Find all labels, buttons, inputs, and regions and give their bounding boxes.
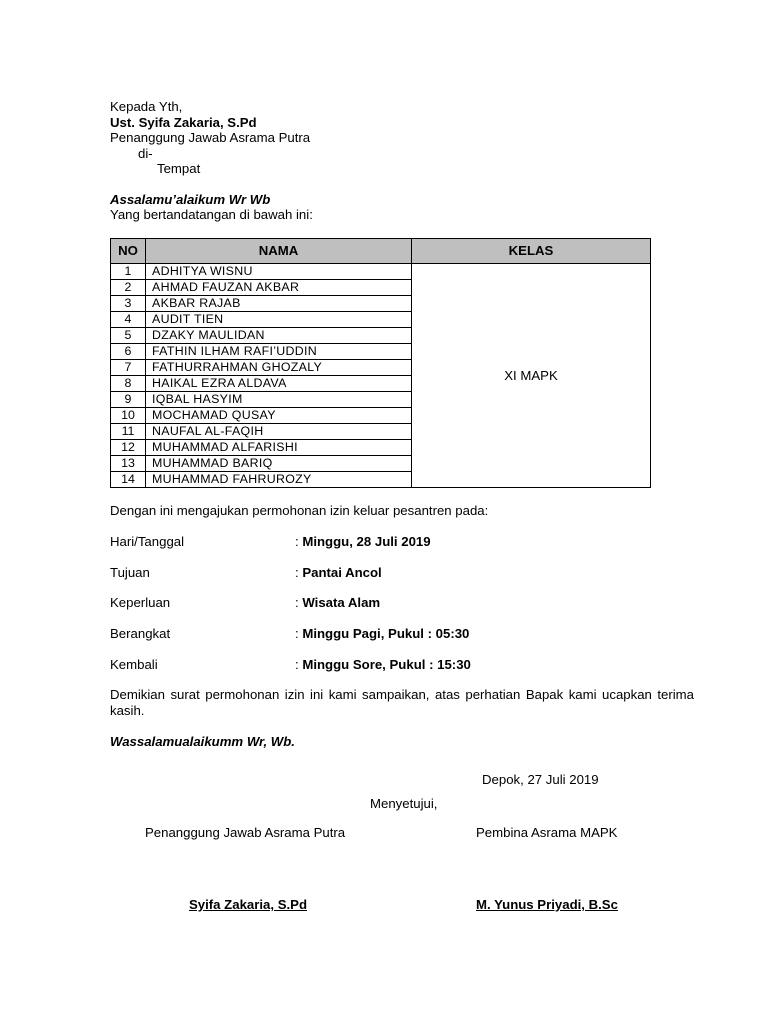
detail-tujuan-label: Tujuan (110, 565, 150, 580)
table-row (111, 264, 651, 280)
detail-tujuan-value (295, 565, 382, 581)
row-nama: DZAKY MAULIDAN (146, 328, 412, 344)
opening-salam: Assalamu’alaikum Wr Wb (110, 192, 271, 207)
row-nama: FATHURRAHMAN GHOZALY (146, 360, 412, 376)
students-table (110, 238, 651, 488)
row-no: 9 (111, 392, 146, 408)
table-header-row (111, 239, 651, 264)
detail-berangkat-value (295, 626, 469, 642)
row-nama: AUDIT TIEN (146, 312, 412, 328)
row-nama: NAUFAL AL-FAQIH (146, 424, 412, 440)
detail-kembali-value (295, 657, 471, 673)
row-no: 8 (111, 376, 146, 392)
place-date: Depok, 27 Juli 2019 (482, 772, 599, 787)
detail-separator: : (295, 534, 303, 549)
row-no: 2 (111, 280, 146, 296)
detail-berangkat-label: Berangkat (110, 626, 171, 641)
row-no: 11 (111, 424, 146, 440)
opening-intro: Yang bertandatangan di bawah ini: (110, 207, 313, 222)
detail-kembali-label: Kembali (110, 657, 158, 672)
tujuan-value-text: Pantai Ancol (302, 565, 382, 580)
row-no: 10 (111, 408, 146, 424)
row-nama: MUHAMMAD ALFARISHI (146, 440, 412, 456)
row-no: 12 (111, 440, 146, 456)
detail-separator: : (295, 595, 303, 610)
keperluan-value-text: Wisata Alam (302, 595, 381, 610)
row-nama: MOCHAMAD QUSAY (146, 408, 412, 424)
row-nama: IQBAL HASYIM (146, 392, 412, 408)
detail-hari-label: Hari/Tanggal (110, 534, 185, 549)
row-no: 13 (111, 456, 146, 472)
detail-keperluan-label: Keperluan (110, 595, 171, 610)
header-nama: NAMA (146, 239, 412, 264)
berangkat-value-text: Minggu Pagi, Pukul : 05:30 (302, 626, 470, 641)
request-intro: Dengan ini mengajukan permohonan izin keluar pesantren pada: (110, 503, 489, 518)
row-nama: MUHAMMAD BARIQ (146, 456, 412, 472)
row-nama: FATHIN ILHAM RAFI’UDDIN (146, 344, 412, 360)
detail-keperluan-value (295, 595, 380, 611)
kembali-value-text: Minggu Sore, Pukul : 15:30 (302, 657, 471, 672)
header-no: NO (111, 239, 146, 264)
row-no: 7 (111, 360, 146, 376)
row-no: 14 (111, 472, 146, 488)
closing-paragraph: Demikian surat permohonan izin ini kami sampaikan, atas perhatian Bapak kami ucapkan terima kasih. (110, 687, 694, 718)
detail-separator: : (295, 657, 303, 672)
row-nama: AHMAD FAUZAN AKBAR (146, 280, 412, 296)
row-no: 6 (111, 344, 146, 360)
recipient-name: Ust. Syifa Zakaria, S.Pd (110, 115, 257, 130)
right-signer-name: M. Yunus Priyadi, B.Sc (476, 897, 618, 912)
header-kelas: KELAS (412, 239, 651, 264)
hari-value-text: Minggu, 28 Juli 2019 (302, 534, 431, 549)
row-nama: AKBAR RAJAB (146, 296, 412, 312)
row-no: 1 (111, 264, 146, 280)
closing-salam: Wassalamualaikumm Wr, Wb. (110, 734, 295, 749)
row-nama: MUHAMMAD FAHRUROZY (146, 472, 412, 488)
left-signer-name: Syifa Zakaria, S.Pd (189, 897, 308, 912)
row-no: 5 (111, 328, 146, 344)
recipient-di: di- (138, 146, 153, 161)
row-nama: ADHITYA WISNU (146, 264, 412, 280)
detail-separator: : (295, 565, 303, 580)
recipient-position: Penanggung Jawab Asrama Putra (110, 130, 311, 145)
kelas-cell: XI MAPK (412, 264, 651, 488)
recipient-place: Tempat (157, 161, 201, 176)
row-no: 4 (111, 312, 146, 328)
approved-label: Menyetujui, (370, 796, 438, 811)
recipient-greeting: Kepada Yth, (110, 99, 183, 114)
detail-hari-value (295, 534, 431, 550)
row-nama: HAIKAL EZRA ALDAVA (146, 376, 412, 392)
detail-separator: : (295, 626, 303, 641)
right-signer-title: Pembina Asrama MAPK (476, 825, 618, 840)
left-signer-title: Penanggung Jawab Asrama Putra (145, 825, 346, 840)
row-no: 3 (111, 296, 146, 312)
